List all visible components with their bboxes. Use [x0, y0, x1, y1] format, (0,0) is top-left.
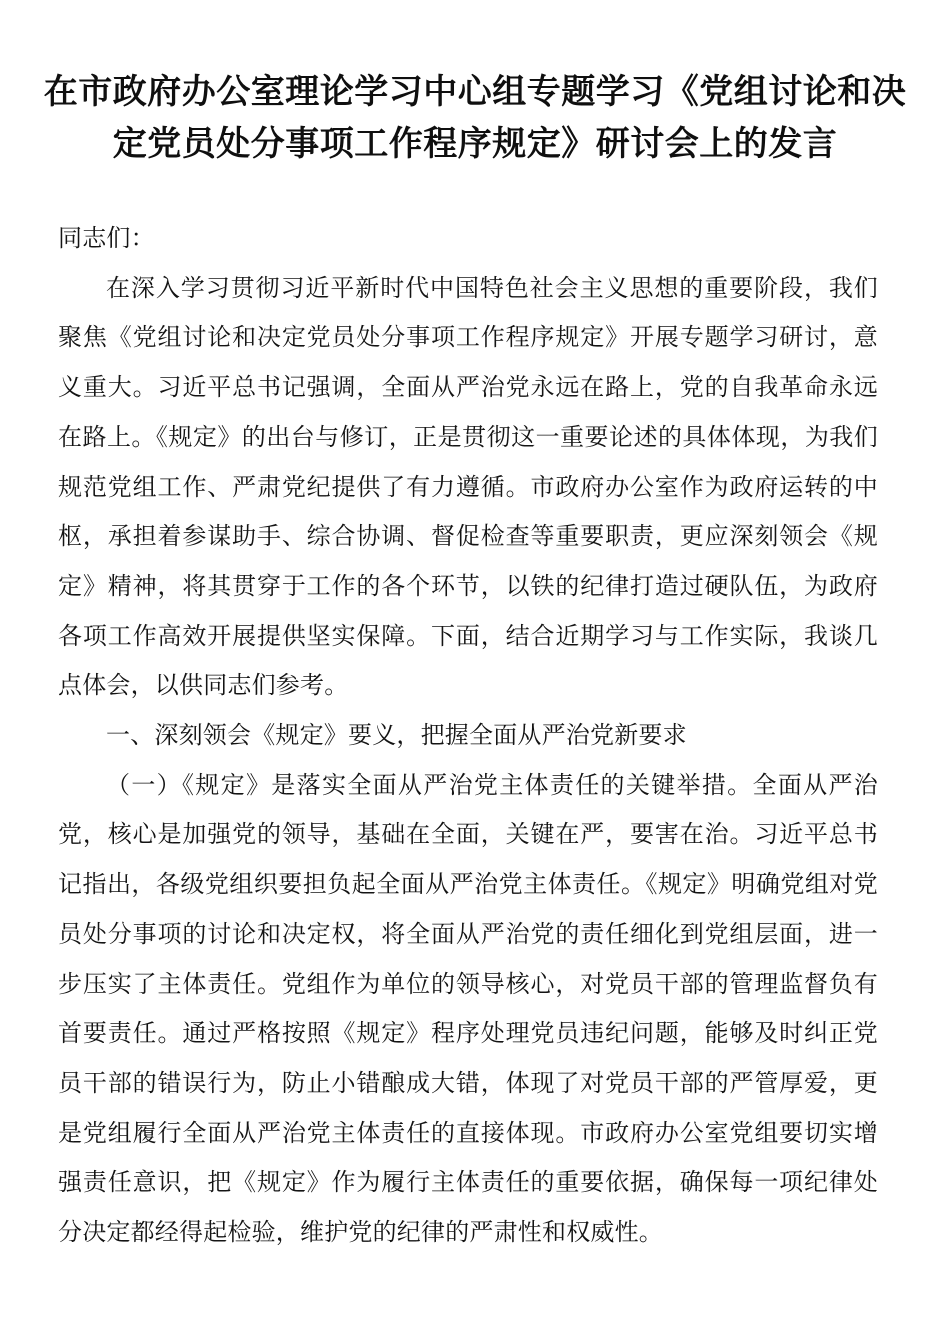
- section-paragraph: （一）《规定》是落实全面从严治党主体责任的关键举措。全面从严治党，核心是加强党的领导，基础在全面，关键在严，要害在治。习近平总书记指出，各级党组织要担负起全面从严治党主体责任。《规定》明确党组对党员处分事项的讨论和决定权，将全面从严治党的责任细化到党组层面，进一步压实了主体责任。党组作为单位的领导核心，对党员干部的管理监督负有首要责任。通过严格按照《规定》程序处理党员违纪问题，能够及时纠正党员干部的错误行为，防止小错酿成大错，体现了对党员干部的严管厚爱，更是党组履行全面从严治党主体责任的直接体现。市政府办公室党组要切实增强责任意识，把《规定》作为履行主体责任的重要依据，确保每一项纪律处分决定都经得起检验，维护党的纪律的严肃性和权威性。: [58, 770, 878, 1247]
- section-heading: 一、深刻领会《规定》要义，把握全面从严治党新要求: [106, 721, 687, 750]
- document-title: 在市政府办公室理论学习中心组专题学习《党组讨论和决定党员处分事项工作程序规定》研讨会上的发言: [43, 72, 907, 164]
- intro-paragraph: 在深入学习贯彻习近平新时代中国特色社会主义思想的重要阶段，我们聚焦《党组讨论和决定党员处分事项工作程序规定》开展专题学习研讨，意义重大。习近平总书记强调，全面从严治党永远在路上，党的自我革命永远在路上。《规定》的出台与修订，正是贯彻这一重要论述的具体体现，为我们规范党组工作、严肃党纪提供了有力遵循。市政府办公室作为政府运转的中枢，承担着参谋助手、综合协调、督促检查等重要职责，更应深刻领会《规定》精神，将其贯穿于工作的各个环节，以铁的纪律打造过硬队伍，为政府各项工作高效开展提供坚实保障。下面，结合近期学习与工作实际，我谈几点体会，以供同志们参考。: [58, 273, 878, 700]
- salutation: 同志们：: [58, 224, 155, 252]
- document-body: [58, 214, 878, 1258]
